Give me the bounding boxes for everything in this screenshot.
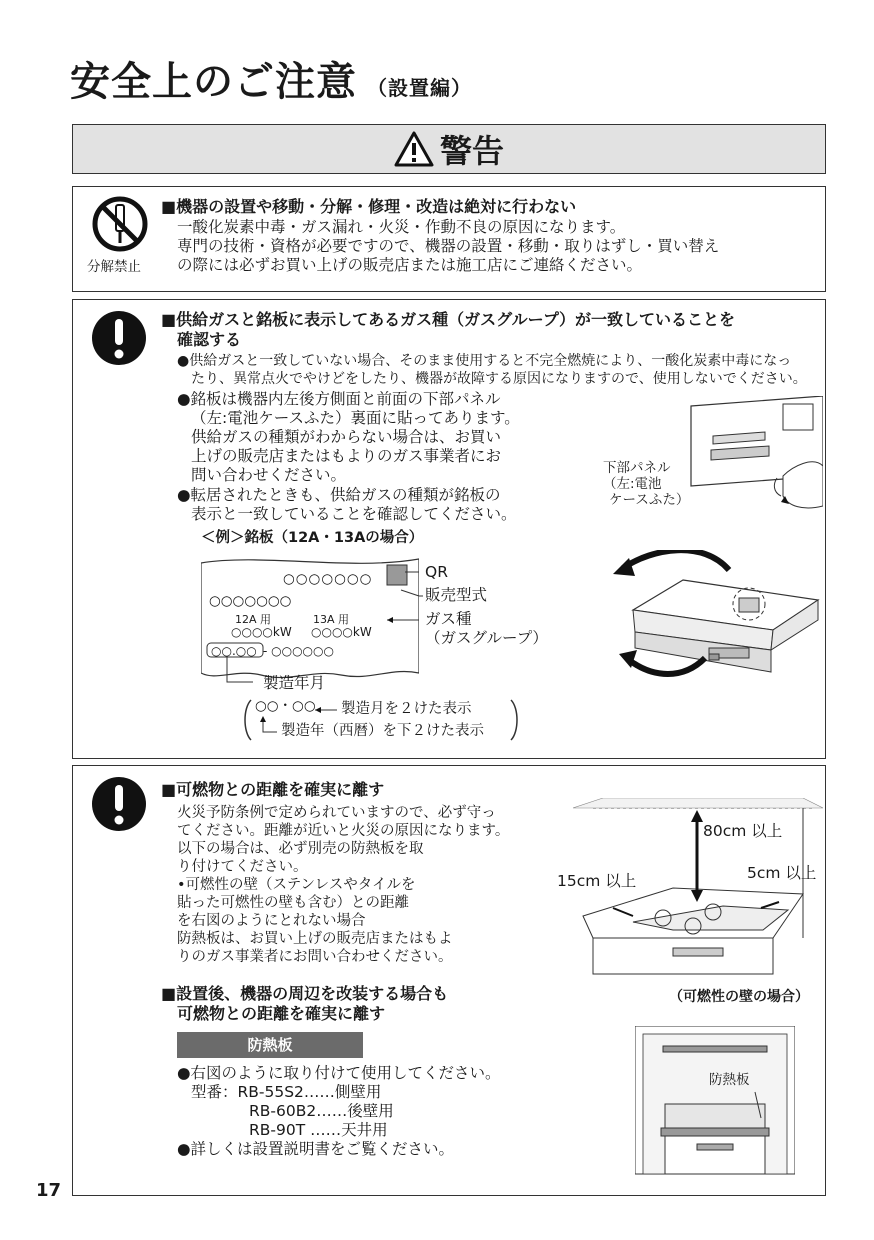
- clearance-illustration: [573, 798, 823, 988]
- heat-shield-label: 防熱板: [709, 1072, 750, 1088]
- section3-heading: ■可燃物との距離を確実に離す: [161, 780, 385, 799]
- legend-date: ○○・○○: [255, 698, 316, 714]
- page-number: 17: [36, 1180, 62, 1201]
- callout-qr: QR: [425, 563, 448, 581]
- plate-model-row: ○○○○○○○: [283, 571, 373, 587]
- distance-top: 80cm 以上: [703, 822, 783, 840]
- clearance-caption: （可燃性の壁の場合）: [669, 989, 809, 1005]
- warning-banner: [72, 124, 826, 174]
- distance-right: 5cm 以上: [747, 864, 817, 882]
- callout-lines: [353, 562, 433, 682]
- page-subtitle: （設置編）: [367, 76, 472, 100]
- plate-row2: ○○○○○○○: [209, 593, 292, 609]
- callout-gas-type: ガス種 （ガスグループ）: [425, 610, 548, 647]
- mandatory-exclamation-icon: [91, 310, 147, 366]
- section2-bullet2: ●銘板は機器内左後方側面と前面の下部パネル （左:電池ケースふた）裏面に貼ってあります。 供給ガスの種類がわからない場合は、お買い 上げの販売店またはもよりのガス事業者にお 問い合わせください。: [177, 390, 520, 484]
- section3-text: 火災予防条例で定められていますので、必ず守っ てください。距離が近いと火災の原因になります。 以下の場合は、必ず別売の防熱板を取 り付けてください。 •可燃性の壁（ステンレスやタイルを 貼った可燃性の壁も含む）との距離 を右図のようにとれない場合 防熱板は、お買い上げの販売店またはもよ りのガス事業者にお問い合わせください。: [177, 805, 510, 965]
- example-label: ＜例＞銘板（12A・13Aの場合）: [201, 530, 424, 546]
- date-legend: [241, 696, 521, 744]
- callout-model: 販売型式: [425, 586, 488, 604]
- section-disassembly: [72, 186, 826, 292]
- plate-date: ○○.○○: [211, 644, 257, 658]
- page-title: 安全上のご注意 （設置編）: [70, 59, 472, 105]
- section1-heading: ■機器の設置や移動・分解・修理・改造は絶対に行わない: [161, 197, 577, 216]
- section2-heading: ■供給ガスと銘板に表示してあるガス種（ガスグループ）が一致していることを 確認する: [161, 310, 735, 349]
- no-disassembly-label: 分解禁止: [87, 259, 141, 275]
- legend-year: 製造年（西暦）を下２けた表示: [281, 723, 484, 739]
- plate-12a: 12A 用: [235, 613, 272, 626]
- section2-bullet3: ●転居されたときも、供給ガスの種類が銘板の 表示と一致していることを確認してください。: [177, 486, 517, 523]
- panel-label: 下部パネル （左:電池 ケースふた）: [603, 460, 690, 508]
- section-clearance: [72, 765, 826, 1196]
- section1-text: 一酸化炭素中毒・ガス漏れ・火災・作動不良の原因になります。 専門の技術・資格が必要ですので、機器の設置・移動・取りはずし・買い替え の際には必ずお買い上げの販売店または施工店にご連絡ください。: [177, 218, 720, 274]
- plate-13a: 13A 用: [313, 613, 350, 626]
- legend-month: 製造月を２けた表示: [341, 701, 472, 717]
- callout-mfg-date: 製造年月: [263, 674, 326, 692]
- heat-shield-text: ●右図のように取り付けて使用してください。 型番：RB-55S2……側壁用 RB-60B2……後壁用 RB-90T ……天井用 ●詳しくは設置説明書をご覧ください。: [177, 1064, 501, 1158]
- section3-heading2: ■設置後、機器の周辺を改装する場合も 可燃物との距離を確実に離す: [161, 984, 449, 1023]
- no-disassembly-icon: [91, 195, 149, 253]
- plate-kw2: ○○○○kW: [311, 625, 372, 639]
- section-gas-type: [72, 299, 826, 759]
- plate-serial: - ○○○○○○: [263, 644, 334, 658]
- plate-kw1: ○○○○kW: [231, 625, 292, 639]
- lower-panel-illustration: [673, 396, 823, 526]
- section2-bullet1: ●供給ガスと一致していない場合、そのまま使用すると不完全燃焼により、一酸化炭素中毒になっ たり、異常点火でやけどをしたり、機器が故障する原因になりますので、使用しないでください。: [177, 353, 807, 387]
- heat-shield-badge: 防熱板: [177, 1032, 363, 1058]
- distance-left: 15cm 以上: [557, 872, 637, 890]
- mandatory-exclamation-icon: [91, 776, 147, 832]
- warning-label: 警告: [439, 132, 504, 170]
- cooktop-illustration: [543, 550, 823, 700]
- warning-triangle-icon: [394, 131, 434, 167]
- heat-shield-illustration: [635, 1026, 795, 1176]
